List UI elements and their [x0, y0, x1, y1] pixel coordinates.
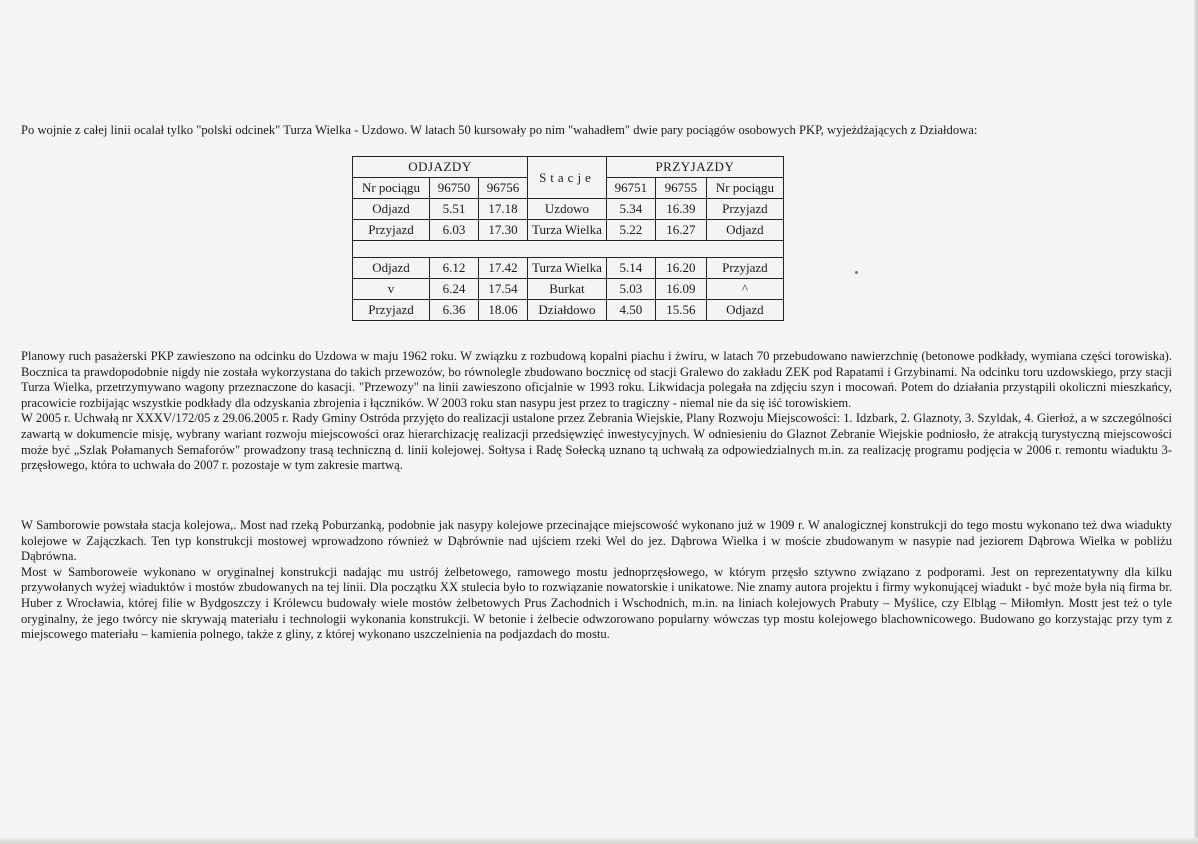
page-edge [0, 838, 1198, 844]
row-label: Przyjazd [706, 199, 783, 220]
station-cell: Burkat [528, 279, 607, 300]
time-cell: 16.39 [655, 199, 706, 220]
table-header-row [353, 157, 784, 178]
paragraph-block [21, 518, 1172, 643]
train-number: 96755 [655, 178, 706, 199]
time-cell: 18.06 [479, 300, 528, 321]
scan-speck [855, 271, 858, 274]
time-cell: 5.03 [606, 279, 655, 300]
time-cell: 6.12 [430, 258, 479, 279]
table-separator-row [353, 241, 784, 258]
table-row [353, 258, 784, 279]
time-cell: 17.42 [479, 258, 528, 279]
przyjazdy-header: PRZYJAZDY [606, 157, 783, 178]
time-cell: 4.50 [606, 300, 655, 321]
station-cell: Turza Wielka [528, 258, 607, 279]
odjazdy-header: ODJAZDY [353, 157, 528, 178]
station-cell: Uzdowo [528, 199, 607, 220]
time-cell: 17.54 [479, 279, 528, 300]
train-number: 96751 [606, 178, 655, 199]
row-label: ^ [706, 279, 783, 300]
time-cell: 5.14 [606, 258, 655, 279]
nr-pociagu-label: Nr pociągu [353, 178, 430, 199]
row-label: Przyjazd [353, 300, 430, 321]
table-row [353, 279, 784, 300]
time-cell: 6.03 [430, 220, 479, 241]
station-cell: Turza Wielka [528, 220, 607, 241]
paragraph: Planowy ruch pasażerski PKP zawieszono na odcinku do Uzdowa w maju 1962 roku. W związku z rozbudową kopalni piachu i żwiru, w latach 70 przebudowano nawierzchnię (betonowe podkłady, wymiana części torowiska). Bocznica ta prawdopodobnie nigdy nie została wykorzystana do takich przewozów, bo równolegle zbudowano bocznicę od stacji Gralewo do zakładu ZEK pod Rapatami i Grzybinami. Na odcinku toru uzdowskiego, przy stacji Turza Wielka, przetrzymywano wagony przeznaczone do kasacji. "Przewozy" na linii zawieszono oficjalnie w 1993 roku. Likwidacja polegała na zdjęciu szyn i mocowań. Potem do działania przystąpili okoliczni mieszkańcy, pracowicie rozbijając wszystkie podkłady dla odzyskania zbrojenia i łączników. W 2003 roku stan nasypu jest przez to tragiczny - niemal nie da się iść torowiskiem. [21, 349, 1172, 410]
row-label: Przyjazd [353, 220, 430, 241]
train-number: 96750 [430, 178, 479, 199]
table-row [353, 300, 784, 321]
intro-text: Po wojnie z całej linii ocalał tylko "polski odcinek" Turza Wielka - Uzdowo. W latach 50 kursowały po nim "wahadłem" dwie pary pociągów osobowych PKP, wyjeżdżających z Działdowa: [21, 123, 978, 137]
table-row [353, 220, 784, 241]
time-cell: 15.56 [655, 300, 706, 321]
time-cell: 5.34 [606, 199, 655, 220]
paragraph: Most w Samboroweie wykonano w oryginalnej konstrukcji nadając mu ustrój żelbetowego, ramowego mostu jednoprzęsłowego, w którym przęsło sztywno związano z podporami. Jest on reprezentatywny dla kilku przywołanych wyżej wiaduktów i mostów zbudowanych na tej linii. Dla początku XX stulecia było to rozwiązanie nowatorskie i unikatowe. Nie znamy autora projektu i firmy wykonującej wiadukt - być może była nią firma br. Huber z Wrocławia, której filie w Bydgoszczy i Królewcu budowały wiele mostów żelbetowych Prus Zachodnich i Wschodnich, m.in. na liniach kolejowych Prabuty – Myślice, czy Elbląg – Miłomłyn. Mostt jest też o tyle oryginalny, że jego twórcy nie skrywają materiału i technologii wykonania konstrukcji. W betonie i żelbecie odwzorowano popularny wówczas typ mostu kolejowego blachownicowego. Budowano go korzystając przy tym z miejscowego materiału – kamienia polnego, także z gliny, z której wykonano uszczelnienia na podjazdach do mostu. [21, 564, 1172, 642]
row-label: Przyjazd [706, 258, 783, 279]
stacje-header: Stacje [528, 157, 607, 199]
time-cell: 6.24 [430, 279, 479, 300]
paragraph: W Samborowie powstała stacja kolejowa,. Most nad rzeką Poburzanką, podobnie jak nasypy kolejowe przecinające miejscowość wykonano już w 1909 r. W analogicznej konstrukcji do tego mostu wykonano też dwa wiadukty kolejowe w Zajączkach. Ten typ konstrukcji mostowej wprowadzono również w Dąbrównie nad ujściem rzeki Wel do jez. Dąbrowa Wielka i w moście zbudowanym w nasypie nad jeziorem Dąbrowa Wielka w pobliżu Dąbrówna. [21, 518, 1172, 564]
separator-cell [353, 241, 784, 258]
time-cell: 6.36 [430, 300, 479, 321]
page-edge [1194, 0, 1198, 844]
row-label: Odjazd [353, 199, 430, 220]
time-cell: 17.30 [479, 220, 528, 241]
row-label: Odjazd [353, 258, 430, 279]
time-cell: 5.22 [606, 220, 655, 241]
time-cell: 5.51 [430, 199, 479, 220]
paragraph-block [21, 349, 1172, 474]
table-row [353, 199, 784, 220]
paragraph: W 2005 r. Uchwałą nr XXXV/172/05 z 29.06.2005 r. Rady Gminy Ostróda przyjęto do realizacji ustalone przez Zebrania Wiejskie, Plany Rozwoju Miejscowości: 1. Idzbark, 2. Glaznoty, 3. Szyldak, 4. Gierłoż, a w szczególności zawartą w dokumencie misję, wybrany wariant rozwoju miejscowości oraz hierarchizację realizacji przedsięwzięć inwestycyjnych. W odniesieniu do Glaznot Zebranie Wiejskie podniosło, że atrakcją turystyczną miejscowości może być „Szlak Połamanych Semaforów" prowadzony trasą techniczną d. linii kolejowej. Sołtysa i Radę Sołecką uznano tą uchwałą za odpowiedzialnych m.in. za realizację programu podjęcia w 2006 r. remontu wiaduktu 3-przęsłowego, która to uchwała do 2007 r. pozostaje w tym zakresie martwą. [21, 411, 1172, 473]
station-cell: Działdowo [528, 300, 607, 321]
time-cell: 16.27 [655, 220, 706, 241]
time-cell: 16.09 [655, 279, 706, 300]
train-number: 96756 [479, 178, 528, 199]
row-label: Odjazd [706, 220, 783, 241]
time-cell: 17.18 [479, 199, 528, 220]
row-label: Odjazd [706, 300, 783, 321]
timetable [352, 156, 784, 321]
row-label: v [353, 279, 430, 300]
time-cell: 16.20 [655, 258, 706, 279]
nr-pociagu-label: Nr pociągu [706, 178, 783, 199]
